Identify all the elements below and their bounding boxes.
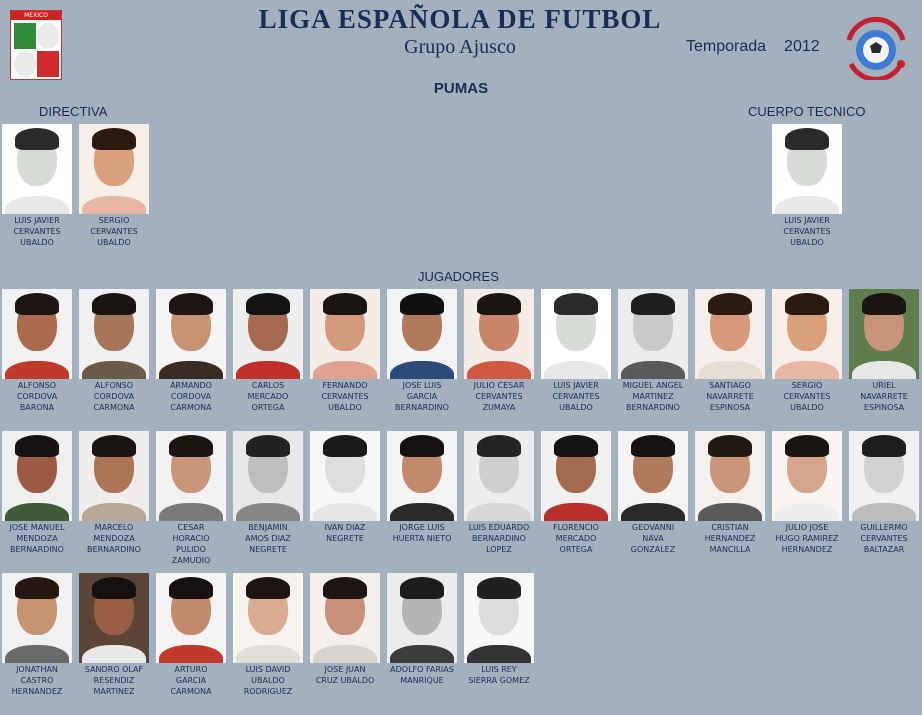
- jugadores-card: [232, 431, 304, 555]
- hair-shape: [477, 577, 521, 599]
- jugadores-card: [1, 289, 73, 413]
- hair-shape: [477, 293, 521, 315]
- name-line: JOSE MANUEL: [9, 523, 65, 532]
- name-line: CRUZ UBALDO: [315, 676, 375, 685]
- name-line: MARTINEZ: [632, 392, 674, 401]
- name-line: LUIS EDUARDO: [468, 523, 530, 532]
- hair-shape: [246, 293, 290, 315]
- shirt-shape: [82, 361, 146, 379]
- person-name: [155, 664, 227, 697]
- name-line: UBALDO: [559, 403, 593, 412]
- person-name: [771, 215, 843, 248]
- hair-shape: [15, 577, 59, 599]
- name-line: UBALDO: [97, 238, 131, 247]
- name-line: LUIS JAVIER: [14, 216, 60, 225]
- shirt-shape: [467, 645, 531, 663]
- jugadores-card: [771, 289, 843, 413]
- shirt-shape: [852, 503, 916, 521]
- name-line: BERNARDINO: [87, 545, 141, 554]
- name-line: ESPINOSA: [863, 403, 905, 412]
- name-line: BENJAMIN: [248, 523, 288, 532]
- name-line: CORDOVA: [16, 392, 58, 401]
- name-line: JOSE LUIS: [402, 381, 442, 390]
- name-line: MENDOZA: [93, 534, 135, 543]
- name-line: HORACIO: [172, 534, 210, 543]
- name-line: CERVANTES: [13, 227, 61, 236]
- shirt-shape: [236, 361, 300, 379]
- name-line: ORTEGA: [251, 403, 285, 412]
- hair-shape: [631, 435, 675, 457]
- directiva-card: [1, 124, 73, 248]
- name-line: ORTEGA: [559, 545, 593, 554]
- team-name: PUMAS: [433, 80, 489, 97]
- name-line: ARMANDO: [170, 381, 212, 390]
- name-line: ALFONSO: [94, 381, 134, 390]
- name-line: PULIDO: [176, 545, 206, 554]
- hair-shape: [708, 435, 752, 457]
- person-name: [848, 380, 920, 413]
- name-line: MARCELO: [94, 523, 134, 532]
- hair-shape: [785, 293, 829, 315]
- name-line: SERGIO: [791, 381, 823, 390]
- jugadores-card: [386, 289, 458, 413]
- person-name: [78, 664, 150, 697]
- jugadores-card: [848, 289, 920, 413]
- name-line: CERVANTES: [860, 534, 908, 543]
- player-photo: [156, 431, 226, 521]
- hair-shape: [708, 293, 752, 315]
- name-line: SERGIO: [98, 216, 130, 225]
- name-line: FLORENCIO: [553, 523, 599, 532]
- hair-shape: [92, 293, 136, 315]
- jugadores-card: [463, 431, 535, 555]
- name-line: JORGE LUIS: [399, 523, 445, 532]
- player-photo: [618, 431, 688, 521]
- shirt-shape: [159, 503, 223, 521]
- player-photo: [541, 289, 611, 379]
- name-line: GARCIA: [175, 676, 207, 685]
- name-line: HERNANDEZ: [781, 545, 833, 554]
- name-line: RESENDIZ: [93, 676, 135, 685]
- season-year: 2012: [784, 38, 820, 55]
- shirt-shape: [313, 645, 377, 663]
- shirt-shape: [82, 645, 146, 663]
- jugadores-card: [155, 289, 227, 413]
- shirt-shape: [390, 645, 454, 663]
- player-photo: [2, 289, 72, 379]
- jugadores-card: [540, 431, 612, 555]
- name-line: MIGUEL ANGEL: [622, 381, 684, 390]
- jugadores-card: [309, 289, 381, 413]
- player-photo: [79, 431, 149, 521]
- player-photo: [387, 431, 457, 521]
- name-line: SANTIAGO: [709, 381, 751, 390]
- section-cuerpo-tecnico: CUERPO TECNICO: [748, 104, 866, 119]
- section-jugadores: JUGADORES: [418, 269, 499, 284]
- jugadores-card: [309, 573, 381, 686]
- hair-shape: [400, 293, 444, 315]
- jugadores-card: [386, 573, 458, 686]
- name-line: NAVARRETE: [706, 392, 754, 401]
- player-photo: [772, 124, 842, 214]
- shirt-shape: [313, 503, 377, 521]
- player-photo: [310, 431, 380, 521]
- name-line: CRISTIAN: [711, 523, 749, 532]
- jugadores-card: [540, 289, 612, 413]
- person-name: [540, 522, 612, 555]
- player-photo: [772, 289, 842, 379]
- name-line: NEGRETE: [249, 545, 287, 554]
- shield-quarter-icon: [37, 51, 59, 77]
- name-line: GUILLERMO: [860, 523, 908, 532]
- shirt-shape: [698, 361, 762, 379]
- name-line: JULIO JOSE: [785, 523, 829, 532]
- shirt-shape: [82, 503, 146, 521]
- hair-shape: [169, 293, 213, 315]
- jugadores-card: [694, 431, 766, 555]
- name-line: UBALDO: [790, 238, 824, 247]
- name-line: CARMONA: [170, 403, 212, 412]
- jugadores-card: [78, 573, 150, 697]
- hair-shape: [477, 435, 521, 457]
- name-line: BARONA: [19, 403, 55, 412]
- shirt-shape: [698, 503, 762, 521]
- person-name: [694, 522, 766, 555]
- hair-shape: [400, 435, 444, 457]
- person-name: [232, 664, 304, 697]
- name-line: CERVANTES: [475, 392, 523, 401]
- name-line: CASTRO: [20, 676, 54, 685]
- name-line: ADOLFO FARIAS: [390, 665, 454, 674]
- player-photo: [233, 431, 303, 521]
- name-line: BERNARDINO: [395, 403, 449, 412]
- name-line: ZUMAYA: [482, 403, 516, 412]
- name-line: UBALDO: [790, 403, 824, 412]
- shirt-shape: [236, 503, 300, 521]
- person-name: [617, 522, 689, 555]
- name-line: HUERTA NIETO: [392, 534, 452, 543]
- jugadores-card: [232, 289, 304, 413]
- name-line: GONZALEZ: [630, 545, 676, 554]
- player-photo: [79, 289, 149, 379]
- jugadores-card: [386, 431, 458, 544]
- jugadores-card: [78, 431, 150, 555]
- hair-shape: [323, 435, 367, 457]
- player-photo: [695, 289, 765, 379]
- name-line: LUIS JAVIER: [553, 381, 599, 390]
- person-name: [463, 664, 535, 686]
- person-name: [1, 664, 73, 697]
- shirt-shape: [390, 503, 454, 521]
- shirt-shape: [775, 503, 839, 521]
- person-name: [1, 522, 73, 555]
- hair-shape: [15, 293, 59, 315]
- name-line: CERVANTES: [783, 392, 831, 401]
- hair-shape: [554, 293, 598, 315]
- shield-quarter-icon: [14, 23, 36, 49]
- name-line: CORDOVA: [170, 392, 212, 401]
- name-line: MANCILLA: [709, 545, 751, 554]
- person-name: [463, 522, 535, 555]
- name-line: RODRIGUEZ: [243, 687, 293, 696]
- person-name: [540, 380, 612, 413]
- name-line: JOSE JUAN: [324, 665, 366, 674]
- jugadores-card: [155, 431, 227, 566]
- player-photo: [387, 289, 457, 379]
- player-photo: [387, 573, 457, 663]
- name-line: SANDRO OLAF: [84, 665, 144, 674]
- liga-futbol-popular-logo: [843, 14, 909, 80]
- shirt-shape: [236, 645, 300, 663]
- hair-shape: [15, 435, 59, 457]
- jugadores-card: [848, 431, 920, 555]
- name-line: CERVANTES: [783, 227, 831, 236]
- name-line: CORDOVA: [93, 392, 135, 401]
- jugadores-card: [232, 573, 304, 697]
- name-line: SIERRA GOMEZ: [468, 676, 530, 685]
- shirt-shape: [313, 361, 377, 379]
- person-name: [78, 380, 150, 413]
- name-line: NEGRETE: [326, 534, 364, 543]
- player-photo: [2, 573, 72, 663]
- shirt-shape: [775, 361, 839, 379]
- name-line: BERNARDINO: [10, 545, 64, 554]
- player-photo: [464, 431, 534, 521]
- name-line: MERCADO: [247, 392, 289, 401]
- jugadores-card: [78, 289, 150, 413]
- name-line: UBALDO: [251, 676, 285, 685]
- league-logo-icon: [843, 14, 909, 80]
- person-name: [1, 380, 73, 413]
- hair-shape: [15, 128, 59, 150]
- mexico-label: MEXICO: [11, 11, 61, 20]
- hair-shape: [862, 435, 906, 457]
- name-line: GARCIA: [406, 392, 438, 401]
- jugadores-card: [694, 289, 766, 413]
- hair-shape: [246, 435, 290, 457]
- person-name: [155, 522, 227, 566]
- shirt-shape: [390, 361, 454, 379]
- season-label: Temporada: [686, 38, 767, 55]
- player-photo: [79, 573, 149, 663]
- name-line: CARMONA: [93, 403, 135, 412]
- name-line: MERCADO: [555, 534, 597, 543]
- player-photo: [695, 431, 765, 521]
- name-line: BALTAZAR: [863, 545, 905, 554]
- name-line: NAVA: [642, 534, 664, 543]
- group-name: Grupo Ajusco: [404, 36, 516, 58]
- person-name: [386, 664, 458, 686]
- jugadores-card: [1, 573, 73, 697]
- shirt-shape: [82, 196, 146, 214]
- person-name: [309, 522, 381, 544]
- shirt-shape: [5, 645, 69, 663]
- name-line: LUIS JAVIER: [784, 216, 830, 225]
- hair-shape: [631, 293, 675, 315]
- hair-shape: [169, 577, 213, 599]
- hair-shape: [785, 128, 829, 150]
- jugadores-card: [463, 289, 535, 413]
- name-line: CERVANTES: [321, 392, 369, 401]
- section-directiva: DIRECTIVA: [39, 104, 108, 119]
- shirt-shape: [5, 503, 69, 521]
- person-name: [694, 380, 766, 413]
- person-name: [232, 380, 304, 413]
- name-line: UBALDO: [20, 238, 54, 247]
- name-line: HERNANDEZ: [704, 534, 756, 543]
- shirt-shape: [621, 361, 685, 379]
- name-line: HUGO RAMIREZ: [775, 534, 839, 543]
- name-line: URIEL: [872, 381, 896, 390]
- name-line: ARTURO: [174, 665, 208, 674]
- name-line: HERNANDEZ: [11, 687, 63, 696]
- name-line: ALFONSO: [17, 381, 57, 390]
- player-photo: [464, 289, 534, 379]
- person-name: [1, 215, 73, 248]
- shirt-shape: [544, 361, 608, 379]
- person-name: [463, 380, 535, 413]
- jugadores-card: [617, 431, 689, 555]
- jugadores-card: [617, 289, 689, 413]
- soccer-ball-icon: [37, 23, 59, 49]
- name-line: NAVARRETE: [860, 392, 908, 401]
- person-name: [386, 380, 458, 413]
- player-photo: [156, 573, 226, 663]
- season-info: [686, 38, 820, 56]
- shirt-shape: [159, 361, 223, 379]
- person-name: [155, 380, 227, 413]
- page-title: LIGA ESPAÑOLA DE FUTBOL: [258, 4, 662, 34]
- hair-shape: [400, 577, 444, 599]
- hair-shape: [323, 293, 367, 315]
- person-name: [309, 664, 381, 686]
- name-line: FERNANDO: [322, 381, 368, 390]
- person-name: [78, 215, 150, 248]
- hair-shape: [169, 435, 213, 457]
- hair-shape: [92, 577, 136, 599]
- jugadores-card: [463, 573, 535, 686]
- player-photo: [233, 289, 303, 379]
- player-photo: [618, 289, 688, 379]
- jugadores-card: [155, 573, 227, 697]
- person-name: [78, 522, 150, 555]
- shirt-shape: [159, 645, 223, 663]
- player-photo: [541, 431, 611, 521]
- name-line: MENDOZA: [16, 534, 58, 543]
- hair-shape: [92, 128, 136, 150]
- person-name: [232, 522, 304, 555]
- name-line: ESPINOSA: [709, 403, 751, 412]
- player-photo: [156, 289, 226, 379]
- name-line: JONATHAN: [16, 665, 58, 674]
- shirt-shape: [621, 503, 685, 521]
- player-photo: [849, 431, 919, 521]
- player-photo: [79, 124, 149, 214]
- shirt-shape: [467, 503, 531, 521]
- jugadores-card: [309, 431, 381, 544]
- name-line: LUIS DAVID: [245, 665, 291, 674]
- hair-shape: [323, 577, 367, 599]
- person-name: [386, 522, 458, 544]
- name-line: AMOS DIAZ: [245, 534, 291, 543]
- name-line: BERNARDINO: [626, 403, 680, 412]
- name-line: BERNARDINO: [472, 534, 526, 543]
- name-line: MARTINEZ: [93, 687, 135, 696]
- name-line: GEOVANNI: [631, 523, 675, 532]
- cuerpo_tecnico-card: [771, 124, 843, 248]
- name-line: CESAR: [177, 523, 205, 532]
- hair-shape: [246, 577, 290, 599]
- hair-shape: [862, 293, 906, 315]
- name-line: CERVANTES: [552, 392, 600, 401]
- player-photo: [849, 289, 919, 379]
- hair-shape: [92, 435, 136, 457]
- jugadores-card: [771, 431, 843, 555]
- shirt-shape: [5, 361, 69, 379]
- player-photo: [2, 431, 72, 521]
- name-line: CARMONA: [170, 687, 212, 696]
- name-line: LOPEZ: [486, 545, 512, 554]
- shirt-shape: [544, 503, 608, 521]
- person-name: [771, 380, 843, 413]
- directiva-card: [78, 124, 150, 248]
- player-photo: [464, 573, 534, 663]
- player-photo: [233, 573, 303, 663]
- name-line: CERVANTES: [90, 227, 138, 236]
- name-line: LUIS REY: [481, 665, 517, 674]
- jugadores-card: [1, 431, 73, 555]
- mexico-shield-logo: [10, 10, 62, 80]
- shirt-shape: [5, 196, 69, 214]
- name-line: MANRIQUE: [400, 676, 444, 685]
- name-line: CARLOS: [251, 381, 285, 390]
- player-photo: [2, 124, 72, 214]
- person-name: [309, 380, 381, 413]
- person-name: [617, 380, 689, 413]
- shirt-shape: [775, 196, 839, 214]
- name-line: ZAMUDIO: [171, 556, 211, 565]
- name-line: IVAN DIAZ: [324, 523, 366, 532]
- player-photo: [310, 573, 380, 663]
- person-name: [771, 522, 843, 555]
- name-line: UBALDO: [328, 403, 362, 412]
- hair-shape: [785, 435, 829, 457]
- name-line: JULIO CESAR: [473, 381, 525, 390]
- person-name: [848, 522, 920, 555]
- soccer-ball-icon: [14, 51, 36, 77]
- shirt-shape: [467, 361, 531, 379]
- player-photo: [772, 431, 842, 521]
- player-photo: [310, 289, 380, 379]
- hair-shape: [554, 435, 598, 457]
- shirt-shape: [852, 361, 916, 379]
